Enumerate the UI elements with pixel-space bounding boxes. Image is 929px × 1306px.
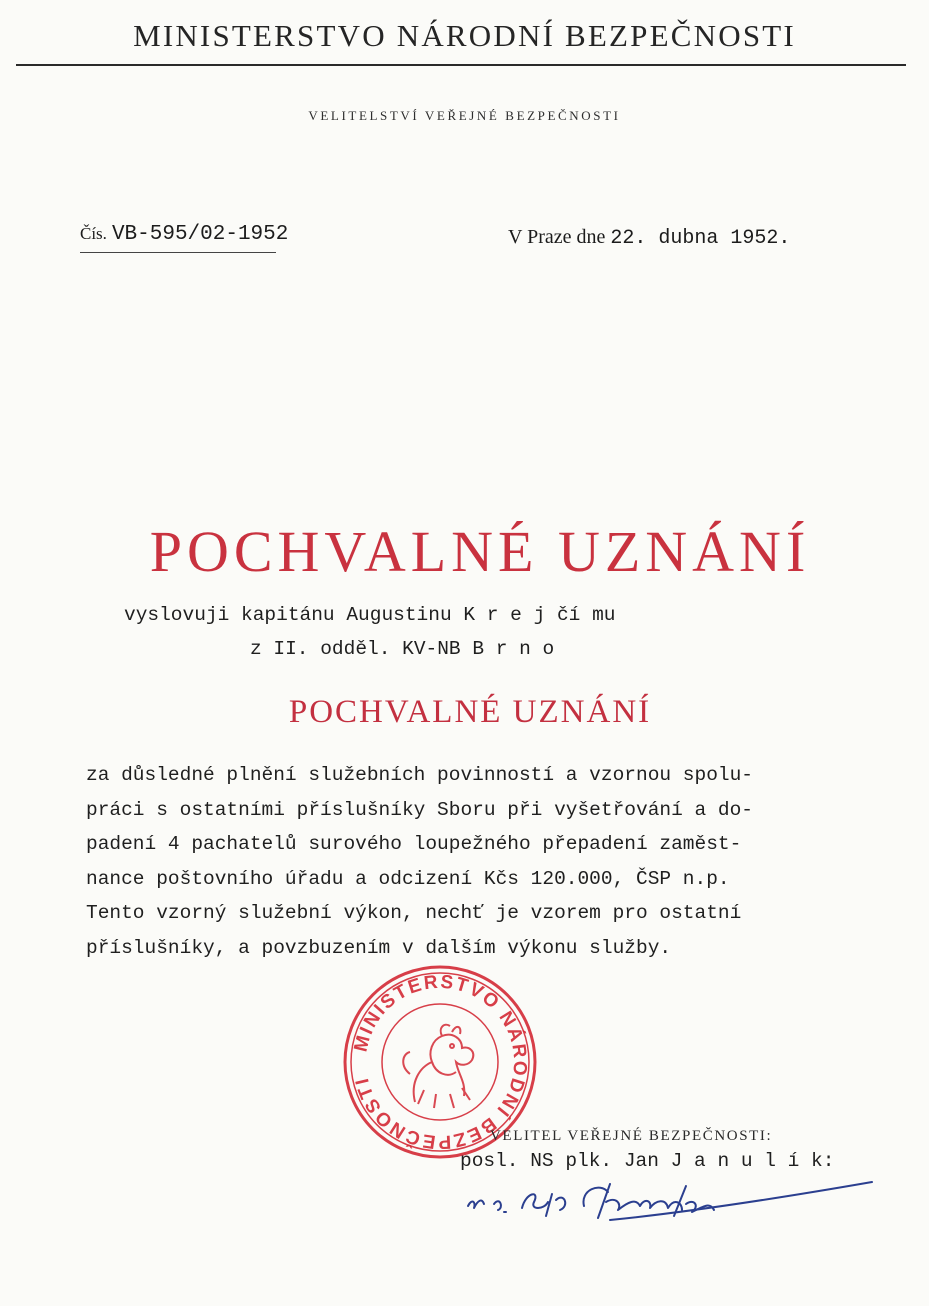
- dateline-prefix: V Praze dne: [508, 226, 606, 248]
- commander-name: posl. NS plk. Jan J a n u l í k:: [460, 1150, 835, 1172]
- body-line: padení 4 pachatelů surového loupežného přepadení zaměst-: [86, 833, 742, 856]
- body-line: práci s ostatními příslušníky Sboru při vyšetřování a do-: [86, 798, 754, 821]
- department-heading: VELITELSTVÍ VEŘEJNÉ BEZPEČNOSTI: [308, 108, 621, 123]
- body-line: příslušníky, a povzbuzením v dalším výkonu služby.: [86, 936, 672, 959]
- secondary-title: POCHVALNÉ UZNÁNÍ: [288, 694, 652, 730]
- recipient-line-1: vyslovuji kapitánu Augustinu K r e j čí mu: [124, 604, 616, 626]
- dateline-date: 22. dubna 1952.: [610, 227, 791, 250]
- lion-emblem-icon: [403, 1025, 473, 1108]
- main-title: POCHVALNÉ UZNÁNÍ: [149, 519, 811, 584]
- body-line: Tento vzorný služební výkon, nechť je vzorem pro ostatní: [86, 902, 742, 925]
- dateline: [508, 226, 790, 250]
- reference-value: VB-595/02-1952: [111, 223, 289, 246]
- handwritten-signature: [460, 1168, 880, 1228]
- reference-underline: [80, 252, 276, 253]
- commander-title: VELITEL VEŘEJNÉ BEZPEČNOSTI:: [490, 1128, 773, 1144]
- body-line: nance poštovního úřadu a odcizení Kčs 120.000, ČSP n.p.: [86, 867, 730, 890]
- ministry-heading: MINISTERSTVO NÁRODNÍ BEZPEČNOSTI: [133, 18, 796, 53]
- recipient-line-2: z II. odděl. KV-NB B r n o: [250, 638, 555, 660]
- reference-number: [80, 222, 288, 246]
- body-line: za důsledné plnění služebních povinností a vzornou spolu-: [86, 764, 754, 786]
- reference-label: Čís.: [80, 224, 107, 243]
- seal-text: MINISTERSTVO NÁRODNÍ BEZPEČNOSTI: [350, 971, 531, 1153]
- header-rule: [16, 64, 906, 66]
- commendation-text: [86, 758, 876, 966]
